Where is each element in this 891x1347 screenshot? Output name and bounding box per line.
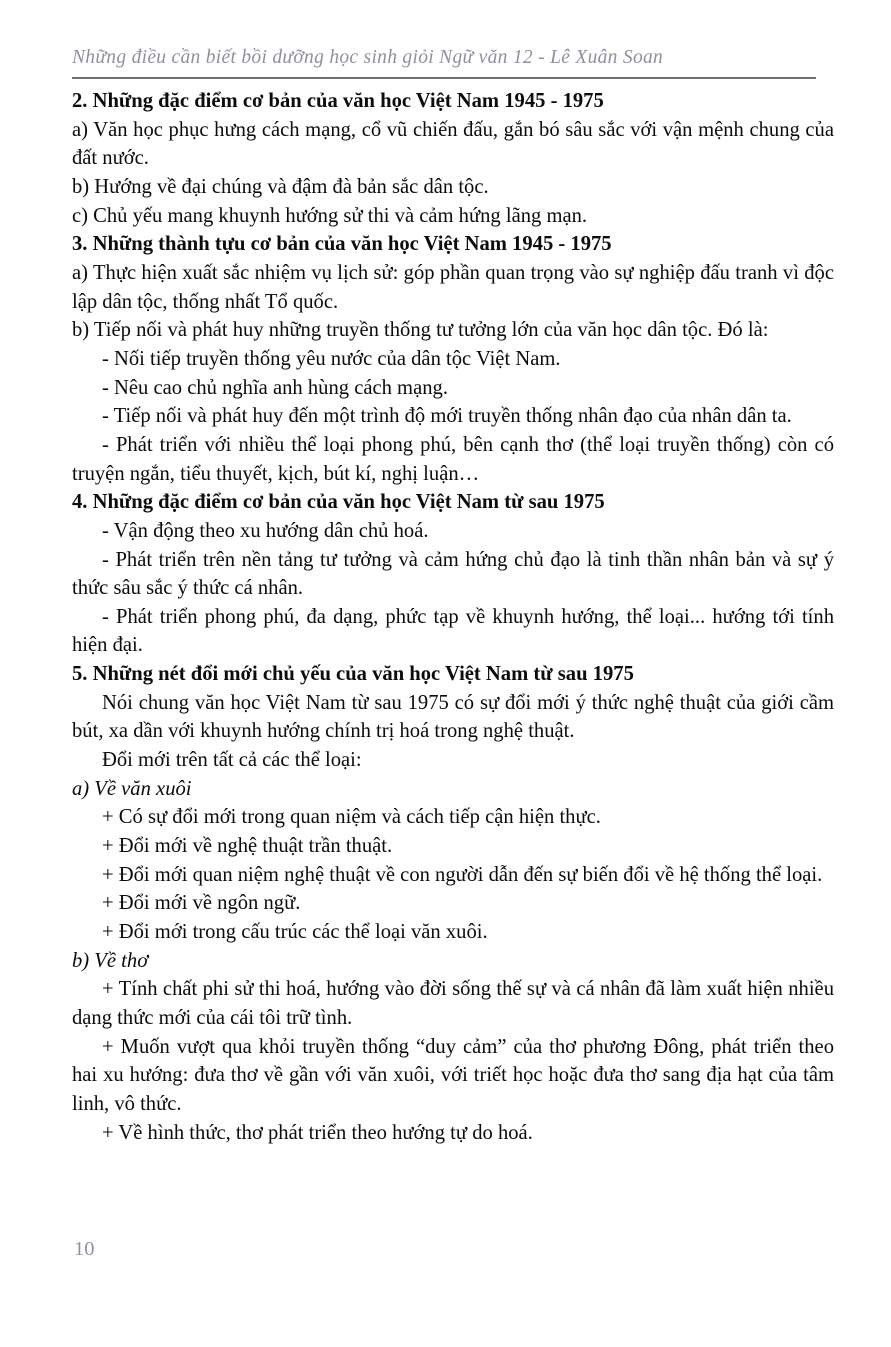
dash-item: - Nêu cao chủ nghĩa anh hùng cách mạng. [102, 376, 448, 399]
paragraph: Nói chung văn học Việt Nam từ sau 1975 có sự đổi mới ý thức nghệ thuật của giới cầm bút, xa dần với khuynh hướng chính trị hoá trong nghệ thuật. [72, 691, 834, 743]
plus-item: + Muốn vượt qua khỏi truyền thống “duy cảm” của thơ phương Đông, phát triển theo hai xu hướng: đưa thơ về gần với văn xuôi, với triết học hoặc đưa thơ sang địa hạt của tâm linh, vô thức. [72, 1035, 834, 1115]
subsection-heading-poetry: b) Về thơ [72, 949, 149, 972]
plus-item: + Đổi mới về ngôn ngữ. [102, 892, 301, 915]
plus-item: + Đổi mới quan niệm nghệ thuật về con người dẫn đến sự biến đổi về hệ thống thể loại. [102, 863, 823, 886]
section-heading-4: 4. Những đặc điểm cơ bản của văn học Việt Nam từ sau 1975 [72, 491, 605, 514]
plus-item: + Đổi mới về nghệ thuật trần thuật. [102, 835, 393, 858]
section-heading-5: 5. Những nét đổi mới chủ yếu của văn học Việt Nam từ sau 1975 [72, 663, 634, 686]
paragraph: a) Văn học phục hưng cách mạng, cổ vũ chiến đấu, gắn bó sâu sắc với vận mệnh chung của đất nước. [72, 118, 834, 170]
dash-item: - Tiếp nối và phát huy đến một trình độ mới truyền thống nhân đạo của nhân dân ta. [102, 405, 792, 428]
dash-item: - Phát triển phong phú, đa dạng, phức tạp về khuynh hướng, thể loại... hướng tới tính hiện đại. [72, 605, 834, 657]
dash-item: - Phát triển với nhiều thể loại phong phú, bên cạnh thơ (thể loại truyền thống) còn có truyện ngắn, tiểu thuyết, kịch, bút kí, nghị luận… [72, 433, 834, 485]
section-heading-3: 3. Những thành tựu cơ bản của văn học Việt Nam 1945 - 1975 [72, 233, 612, 256]
dash-item: - Nối tiếp truyền thống yêu nước của dân tộc Việt Nam. [102, 347, 561, 370]
paragraph: b) Tiếp nối và phát huy những truyền thống tư tưởng lớn của văn học dân tộc. Đó là: [72, 319, 769, 342]
page-number: 10 [74, 1238, 95, 1260]
section-heading-2: 2. Những đặc điểm cơ bản của văn học Việt Nam 1945 - 1975 [72, 90, 604, 112]
running-header: Những điều cần biết bồi dưỡng học sinh giỏi Ngữ văn 12 - Lê Xuân Soan [72, 46, 816, 79]
plus-item: + Có sự đổi mới trong quan niệm và cách tiếp cận hiện thực. [102, 806, 601, 829]
paragraph: a) Thực hiện xuất sắc nhiệm vụ lịch sử: góp phần quan trọng vào sự nghiệp đấu tranh vì độc lập dân tộc, thống nhất Tổ quốc. [72, 261, 834, 313]
dash-item: - Phát triển trên nền tảng tư tưởng và cảm hứng chủ đạo là tinh thần nhân bản và sự ý thức sâu sắc ý thức cá nhân. [72, 548, 834, 600]
plus-item: + Đổi mới trong cấu trúc các thể loại văn xuôi. [102, 921, 488, 944]
paragraph: b) Hướng về đại chúng và đậm đà bản sắc dân tộc. [72, 175, 489, 198]
dash-item: - Vận động theo xu hướng dân chủ hoá. [102, 519, 429, 542]
paragraph: Đổi mới trên tất cả các thể loại: [102, 749, 362, 772]
paragraph: c) Chủ yếu mang khuynh hướng sử thi và cảm hứng lãng mạn. [72, 204, 588, 227]
subsection-heading-prose: a) Về văn xuôi [72, 777, 192, 800]
page-body [72, 87, 834, 1147]
plus-item: + Về hình thức, thơ phát triển theo hướng tự do hoá. [102, 1121, 533, 1144]
plus-item: + Tính chất phi sử thi hoá, hướng vào đời sống thế sự và cá nhân đã làm xuất hiện nhiều dạng thức mới của cái tôi trữ tình. [72, 978, 834, 1029]
